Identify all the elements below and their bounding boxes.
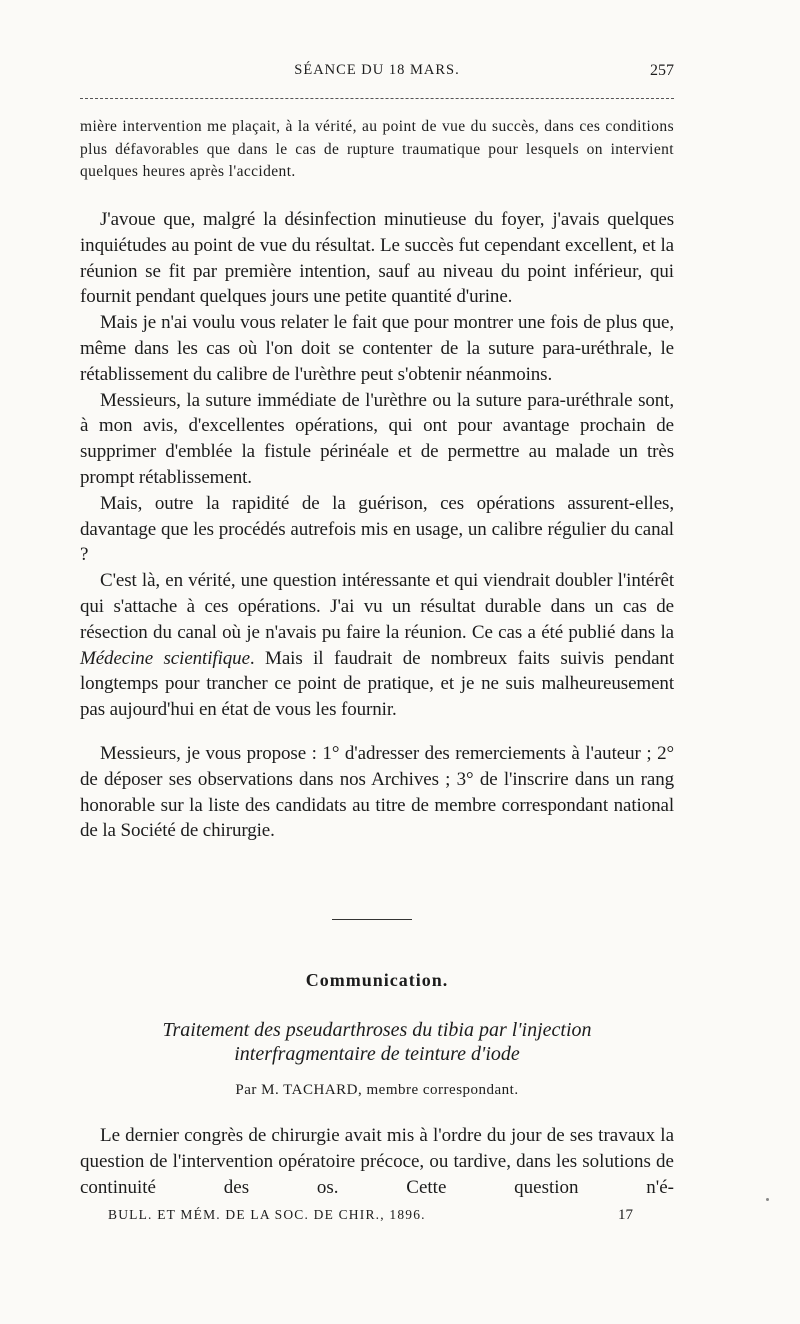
footer-source: BULL. ET MÉM. DE LA SOC. DE CHIR., 1896. <box>108 1207 426 1222</box>
page-header <box>80 62 674 86</box>
footer-signature: 17 <box>618 1207 633 1223</box>
page-footer <box>80 1207 674 1227</box>
paper-speck <box>766 1198 769 1201</box>
paragraph: Mais je n'ai voulu vous relater le fait que pour montrer une fois de plus que, même dans les cas où l'on doit se contenter de la suture para-uréthrale, le rétablissement du calibre de l'urèthre peut s'obtenir néanmoins. <box>80 312 674 385</box>
continued-paragraph: mière intervention me plaçait, à la vérité, au point de vue du succès, dans ces conditions plus défavorables que dans le cas de rupture traumatique pour lesquels on intervient quelques heures après l'accident. <box>80 118 674 180</box>
paragraph: Mais, outre la rapidité de la guérison, ces opérations assurent-elles, davantage que les procédés autrefois mis en usage, un calibre régulier du canal ? <box>80 492 674 566</box>
running-head: SÉANCE DU 18 MARS. <box>294 62 460 78</box>
page-number: 257 <box>650 62 674 79</box>
paragraph: J'avoue que, malgré la désinfection minutieuse du foyer, j'avais quelques inquiétudes au point de vue du résultat. Le succès fut cependant excellent, et la réunion se fit par première intention, sauf au niveau du point inférieur, qui fournit pendant quelques jours une petite quantité d'urine. <box>80 209 674 308</box>
article-title-line: interfragmentaire de teinture d'iode <box>234 1043 520 1065</box>
article-title-line: Traitement des pseudarthroses du tibia par l'injection <box>162 1019 592 1041</box>
paragraph: Le dernier congrès de chirurgie avait mis à l'ordre du jour de ses travaux la question de l'intervention opératoire précoce, ou tardive, dans les solutions de continuité des os. Cette question n'é- <box>80 1125 674 1198</box>
article-body <box>80 1123 674 1200</box>
paragraph: Messieurs, je vous propose : 1° d'adresser des remerciements à l'auteur ; 2° de déposer ses observations dans nos Archives ; 3° de l'inscrire dans un rang honorable sur la liste des candidats au titre de membre correspondant national de la Société de chirurgie. <box>80 742 674 842</box>
section-separator <box>332 919 412 920</box>
article-author: Par M. TACHARD, membre correspondant. <box>235 1082 519 1098</box>
article-title <box>80 1018 674 1066</box>
paragraph: Messieurs, la suture immédiate de l'urèthre ou la suture para-uréthrale sont, à mon avis, d'excellentes opérations, qui ont pour avantage prochain de supprimer d'emblée la fistule périnéale et de permettre au malade un très prompt rétablissement. <box>80 389 674 488</box>
paragraph-text: C'est là, en vérité, une question intéressante et qui viendrait doubler l'intérêt qui s'attache à ces opérations. J'ai vu un résultat durable dans un cas de résection du canal où je n'avais pu faire la réunion. Ce cas a été publié dans la <box>80 570 674 643</box>
paragraph <box>80 568 674 723</box>
body-text <box>80 207 674 844</box>
paragraph-text: . Mais il faudrait de nombreux faits suivis pendant longtemps pour trancher ce point de pratique, et je ne suis malheureusement pas aujourd'hui en état de vous les fournir. <box>80 647 674 721</box>
header-rule <box>80 98 674 99</box>
book-page <box>80 0 674 1324</box>
journal-title: Médecine scientifique <box>80 647 250 669</box>
section-heading: Communication. <box>305 970 449 990</box>
